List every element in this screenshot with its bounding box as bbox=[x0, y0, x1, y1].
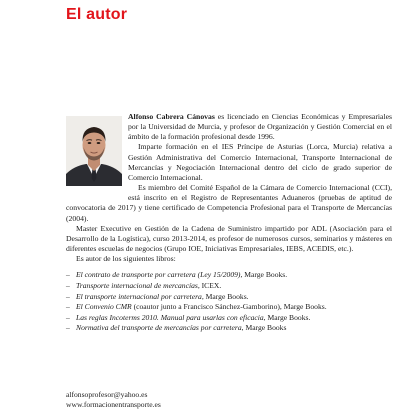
bio-paragraph-teaching: Imparte formación en el IES Príncipe de Asturias (Lorca, Murcia) relativa a Gestión Administrativa del Comercio Internacional, Transporte Internacional de Mercancías y Negociación Internacional dentro del ciclo de grado superior de Comercio Internacional. bbox=[128, 142, 392, 182]
contact-website[interactable]: www.formacionentransporte.es bbox=[66, 400, 161, 409]
dash-bullet: – bbox=[66, 302, 70, 312]
author-bio bbox=[66, 112, 392, 334]
book-publisher: , ICEX. bbox=[197, 280, 222, 290]
bio-paragraph-memberships: Es miembro del Comité Español de la Cámara de Comercio Internacional (CCI), está inscrito en el Registro de Representantes Aduaneros (pruebas de aptitud de convocatoria de 2017) y tiene certificado de Competencia Profesional para el Transporte de Mercancías (2004). bbox=[66, 183, 392, 223]
book-title: Las reglas Incoterms 2010. Manual para usarlas con eficacia bbox=[76, 312, 264, 322]
dash-bullet: – bbox=[66, 312, 70, 322]
book-list-item bbox=[66, 323, 392, 334]
bio-paragraph-books-intro: Es autor de los siguientes libros: bbox=[76, 254, 176, 264]
book-title: El contrato de transporte por carretera (Ley 15/2009) bbox=[76, 270, 241, 280]
dash-bullet: – bbox=[66, 323, 70, 333]
book-list-item bbox=[66, 292, 392, 303]
book-publisher: , Marge Books bbox=[241, 323, 287, 333]
dash-bullet: – bbox=[66, 270, 70, 280]
contact-info bbox=[66, 390, 161, 410]
photo-spacer bbox=[66, 112, 128, 194]
book-title: Normativa del transporte de mercancías por carretera bbox=[76, 323, 242, 333]
book-title: El transporte internacional por carretera bbox=[76, 291, 202, 301]
book-list-item bbox=[66, 281, 392, 292]
book-publisher: , Marge Books. bbox=[201, 291, 249, 301]
book-publisher: , Marge Books. bbox=[263, 312, 311, 322]
book-list-item bbox=[66, 313, 392, 324]
book-list-item bbox=[66, 270, 392, 281]
book-title: El Convenio CMR bbox=[76, 302, 132, 312]
page-title: El autor bbox=[66, 6, 128, 23]
bio-paragraph-master: Master Executive en Gestión de la Cadena de Suministro impartido por ADL (Asociación para el Desarrollo de la Logística), curso 2013-2014, es profesor de numerosos cursos, seminarios y másteres en diferentes escuelas de negocios (Grupo IOE, Iniciativas Empresariales, IEBS, ACEDIS, etc.). bbox=[66, 223, 392, 254]
book-publisher: (coautor junto a Francisco Sánchez-Gamborino), Marge Books. bbox=[131, 302, 327, 312]
contact-email[interactable]: alfonsoprofesor@yahoo.es bbox=[66, 390, 148, 399]
bio-intro-text: es licenciado en Ciencias Económicas y Empresariales por la Universidad de Murcia, y profesor de Organización y Gestión Comercial en el ámbito de la formación profesional desde 1996. bbox=[128, 112, 392, 142]
book-title: Transporte internacional de mercancías bbox=[76, 280, 198, 290]
author-name: Alfonso Cabrera Cánovas bbox=[128, 112, 215, 121]
dash-bullet: – bbox=[66, 291, 70, 301]
dash-bullet: – bbox=[66, 280, 70, 290]
book-publisher: , Marge Books. bbox=[240, 270, 288, 280]
book-list bbox=[66, 270, 392, 334]
book-list-item bbox=[66, 302, 392, 313]
